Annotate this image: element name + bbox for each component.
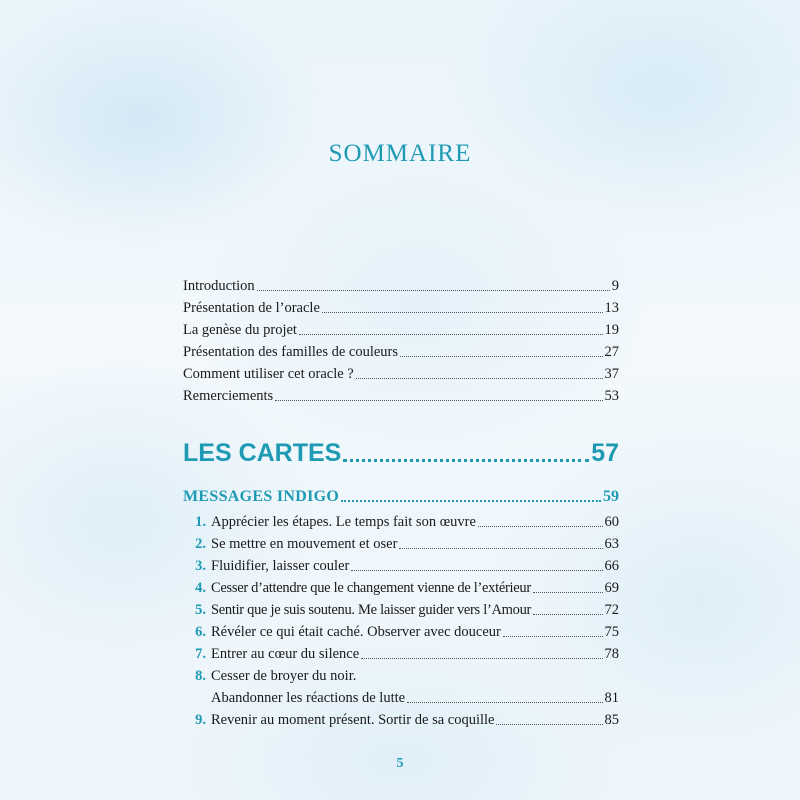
card-number: 7. [195,646,206,662]
leader-dots [496,724,602,725]
card-number: 9. [195,712,206,728]
card-label: Abandonner les réactions de lutte [211,690,406,706]
leader-dots [343,459,589,462]
card-page: 85 [604,712,619,728]
toc-entry [183,363,619,385]
leader-dots [533,592,603,593]
toc-entry-page: 13 [604,300,619,316]
leader-dots [407,702,602,703]
card-entry [183,665,619,687]
leader-dots [361,658,602,659]
subsection-heading [183,485,619,509]
card-page: 72 [604,602,619,618]
toc-entry [183,385,619,407]
card-number: 8. [195,668,206,684]
card-entry [183,709,619,731]
toc-entry [183,275,619,297]
card-label: Révéler ce qui était caché. Observer avec douceur [211,624,501,640]
card-entry [183,533,619,555]
toc-entry-label: Introduction [183,278,255,294]
toc-entry-label: Présentation des familles de couleurs [183,344,399,360]
toc-entry-page: 37 [604,366,619,382]
card-entry-continued [183,687,619,709]
card-label: Revenir au moment présent. Sortir de sa coquille [211,712,495,728]
card-number: 3. [195,558,206,574]
card-label: Apprécier les étapes. Le temps fait son œuvre [211,514,476,530]
card-number: 1. [195,514,206,530]
leader-dots [299,334,603,335]
card-label: Cesser de broyer du noir. [211,668,357,684]
card-entry [183,599,619,621]
section-label: LES CARTES [183,439,342,467]
toc-entry-label: La genèse du projet [183,322,297,338]
toc-entry [183,297,619,319]
leader-dots [257,290,610,291]
toc-entry [183,319,619,341]
toc-entry-page: 19 [604,322,619,338]
card-page: 69 [604,580,619,596]
toc-entry-label: Comment utiliser cet oracle ? [183,366,354,382]
leader-dots [533,614,602,615]
toc-entry-page: 53 [604,388,619,404]
card-label: Entrer au cœur du silence [211,646,360,662]
card-label: Cesser d’attendre que le changement vienne de l’extérieur [211,580,531,596]
toc-entry-label: Remerciements [183,388,274,404]
card-label: Sentir que je suis soutenu. Me laisser guider vers l’Amour [211,602,532,618]
card-entry [183,555,619,577]
card-entry [183,643,619,665]
card-page: 60 [604,514,619,530]
toc-entry-label: Présentation de l’oracle [183,300,320,316]
toc-entry [183,341,619,363]
card-number: 6. [195,624,206,640]
toc-entry-page: 27 [604,344,619,360]
card-entry [183,511,619,533]
leader-dots [356,378,603,379]
card-number: 4. [195,580,206,596]
card-page: 81 [604,690,619,706]
leader-dots [503,636,603,637]
leader-dots [478,526,603,527]
card-number: 2. [195,536,206,552]
card-page: 63 [604,536,619,552]
leader-dots [351,570,602,571]
page-title: SOMMAIRE [328,140,472,167]
card-entry [183,577,619,599]
card-page: 75 [604,624,619,640]
section-heading [183,435,619,471]
leader-dots [322,312,603,313]
card-page: 78 [604,646,619,662]
leader-dots [275,400,602,401]
toc-entry-page: 9 [611,278,619,294]
subsection-label: MESSAGES INDIGO [183,488,340,505]
leader-dots [400,356,602,357]
card-number: 5. [195,602,206,618]
card-label: Se mettre en mouvement et oser [211,536,398,552]
leader-dots [399,548,602,549]
leader-dots [341,500,601,502]
section-page: 57 [591,439,619,467]
card-entry [183,621,619,643]
subsection-page: 59 [603,488,619,505]
card-label: Fluidifier, laisser couler [211,558,350,574]
page-number: 5 [396,756,404,771]
card-page: 66 [604,558,619,574]
